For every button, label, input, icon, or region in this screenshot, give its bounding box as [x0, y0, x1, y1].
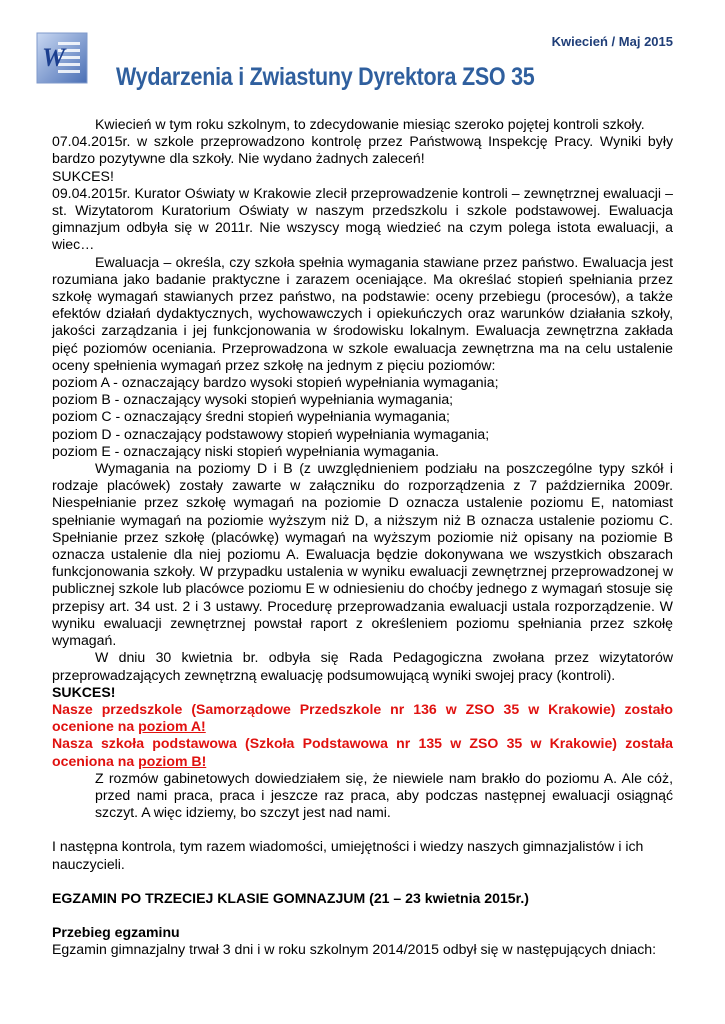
result-level: poziom A!	[138, 718, 206, 735]
paragraph: SUKCES!	[52, 167, 114, 184]
paragraph: I następna kontrola, tym razem wiadomości, umiejętności i wiedzy naszych gimnazjalistów i ich nauczycieli.	[52, 838, 644, 872]
result-text: Nasza szkoła podstawowa (Szkoła Podstawowa nr 135 w ZSO 35 w Krakowie) została oceniona na	[52, 735, 673, 769]
success-label: SUKCES!	[52, 683, 116, 700]
spacer	[52, 821, 673, 838]
article-body	[52, 116, 673, 958]
result-preschool	[52, 701, 673, 735]
paragraph: Kwiecień w tym roku szkolnym, to zdecydowanie miesiąc szeroko pojętej kontroli szkoły.	[95, 116, 645, 132]
spacer	[52, 907, 673, 924]
word-document-icon	[34, 30, 90, 86]
paragraph: Wymagania na poziomy D i B (z uwzględnieniem podziału na poszczególne typy szkół i rodzaje placówek) zostały zawarte w załączniku do rozporządzenia z 7 października 2009r. Niespełnianie przez szkołę wymagań na poziomie D oznacza ustalenie poziomu E, natomiast spełnianie wymagań na poziomie wyższym niż D, a niższym niż B oznacza ustalenie poziomu C. Spełnianie przez szkołę (placówkę) wymagań na wyższym poziomie niż opisany na poziomie B oznacza ustalenie dla niej poziomu A. Ewaluacja będzie dokonywana we wszystkich obszarach funkcjonowania szkoły. W przypadku ustalenia w wyniku ewaluacji zewnętrznej przeprowadzonej w publicznej szkole lub placówce poziomu E w odniesieniu do choćby jednego z wymagań stosuje się przepisy art. 34 ust. 2 i 3 ustawy. Procedurę przeprowadzania ewaluacji ustala rozporządzenie. W wyniku ewaluacji zewnętrznej powstał raport z określeniem poziomu spełniania przez szkołę wymagań.	[52, 460, 673, 649]
exam-subheading: Przebieg egzaminu	[52, 923, 180, 940]
list-item: poziom E - oznaczający niski stopień wypełniania wymagania.	[52, 442, 439, 459]
list-item: poziom C - oznaczający średni stopień wypełniania wymagania;	[52, 408, 450, 425]
page-title: Wydarzenia i Zwiastuny Dyrektora ZSO 35	[116, 63, 535, 91]
paragraph: W dniu 30 kwietnia br. odbyła się Rada Pedagogiczna zwołana przez wizytatorów przeprowadzających zewnętrzną ewaluację podsumowującą wyniki swojej pracy (kontroli).	[52, 649, 673, 683]
paragraph: 07.04.2015r. w szkole przeprowadzono kontrolę przez Państwową Inspekcję Pracy. Wyniki były bardzo pozytywne dla szkoły. Nie wydano żadnych zaleceń!	[52, 133, 673, 167]
list-item: poziom D - oznaczający podstawowy stopień wypełniania wymagania;	[52, 425, 490, 442]
paragraph: 09.04.2015r. Kurator Oświaty w Krakowie zlecił przeprowadzenie kontroli – zewnętrznej ewaluacji – st. Wizytatorom Kuratorium Oświaty w naszym przedszkolu i szkole podstawowej. Ewaluacja gimnazjum odbyła się w 2011r. Nie wszyscy mogą wiedzieć na czym polega istota ewaluacji, a wiec…	[52, 184, 673, 253]
result-level: poziom B!	[138, 752, 207, 769]
issue-date: Kwiecień / Maj 2015	[551, 34, 673, 49]
result-primary-school	[52, 735, 673, 769]
list-item: poziom B - oznaczający wysoki stopień wypełniania wymagania;	[52, 391, 454, 408]
paragraph: Ewaluacja – określa, czy szkoła spełnia wymagania stawiane przez państwo. Ewaluacja jest rozumiana jako badanie praktyczne i zarazem oceniające. Ma określać stopień spełniania przez szkołę wymagań stawianych przez państwo, na podstawie: oceny przebiegu (procesów), a także efektów działań dydaktycznych, wychowawczych i opiekuńczych oraz warunków działania szkoły, jakości zarządzania i jej funkcjonowania w środowisku lokalnym. Ewaluacja zewnętrzna zakłada pięć poziomów oceniania. Przeprowadzona w szkole ewaluacja zewnętrzna ma na celu ustalenie oceny spełnienia wymagań przez szkołę na jednym z pięciu poziomów:	[52, 253, 673, 373]
spacer	[52, 873, 673, 890]
result-text: Nasze przedszkole (Samorządowe Przedszkole nr 136 w ZSO 35 w Krakowie) zostało ocenione na	[52, 700, 673, 735]
logo-letter: W	[42, 43, 66, 72]
paragraph: Egzamin gimnazjalny trwał 3 dni i w roku szkolnym 2014/2015 odbył się w następujących dniach:	[52, 941, 656, 958]
paragraph-text: Z rozmów gabinetowych dowiedziałem się, że niewiele nam brakło do poziomu A. Ale cóż, przed nami praca, praca i jeszcze raz praca, aby podczas następnej ewaluacji osiągnąć szczyt. A więc idziemy, bo szczyt jest nad nami.	[95, 769, 673, 821]
exam-heading: EGZAMIN PO TRZECIEJ KLASIE GOMNAZJUM (21 – 23 kwietnia 2015r.)	[52, 889, 529, 906]
list-item: poziom A - oznaczający bardzo wysoki stopień wypełniania wymagania;	[52, 374, 499, 391]
paragraph	[52, 770, 673, 822]
